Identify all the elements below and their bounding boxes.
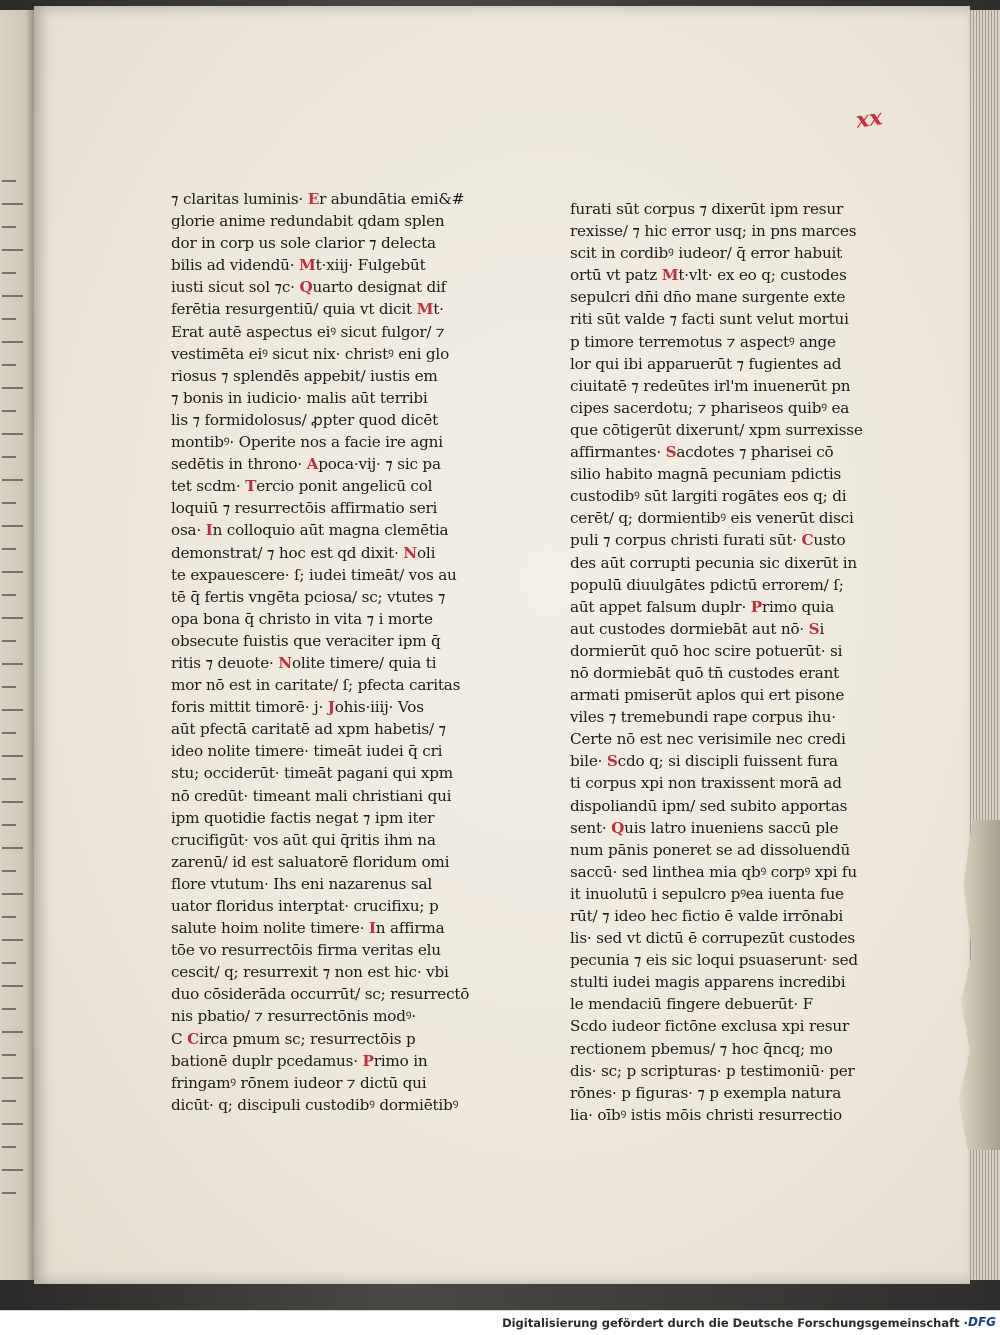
text-line: stulti iudei magis apparens incredibi: [570, 973, 846, 992]
facing-page-text-mark: [2, 1192, 16, 1194]
rubricated-initial: S: [665, 443, 677, 462]
facing-page-text-mark: [2, 663, 23, 665]
facing-page-text-mark: [2, 686, 16, 688]
facing-page-text-mark: [2, 272, 16, 274]
text-line: dispoliandū ipm/ sed subito apportas: [570, 796, 848, 815]
rubricated-initial: P: [362, 1051, 374, 1070]
text-line: rōnes· p figuras· ⁊ p exempla natura: [570, 1083, 842, 1102]
folio-number: xx: [854, 104, 884, 134]
text-line: obsecute fuistis que veraciter ipm q̄: [171, 631, 441, 650]
text-line: ⁊ bonis in iudicio· malis aūt terribi: [171, 388, 428, 407]
text-line: tet scdm· Tercio ponit angelicū col: [171, 477, 433, 496]
text-line: mor nō est in caritate/ ſ; pfecta caritas: [171, 676, 461, 695]
text-line: dis· sc; p scripturas· p testimoniū· per: [570, 1061, 855, 1080]
rubricated-initial: M: [661, 266, 679, 285]
facing-page-text-mark: [2, 433, 23, 435]
rubricated-initial: A: [306, 455, 319, 474]
text-line: dormierūt quō hoc scire potuerūt· si: [570, 641, 843, 660]
facing-page-text-mark: [2, 962, 16, 964]
text-line: stu; occiderūt· timeāt pagani qui xpm: [171, 764, 453, 783]
facing-page-text-mark: [2, 1100, 16, 1102]
facing-page-text-mark: [2, 801, 23, 803]
facing-page-text-mark: [2, 203, 23, 205]
facing-page-text-mark: [2, 1169, 23, 1171]
text-line: ipm quotidie factis negat ⁊ ipm iter: [171, 808, 435, 827]
facing-page-text-mark: [2, 939, 23, 941]
facing-page-text-mark: [2, 1077, 23, 1079]
facing-page-text-mark: [2, 1008, 16, 1010]
text-line: le mendaciū fingere debuerūt· F: [570, 995, 813, 1014]
text-line: Certe nō est nec verisimile nec credi: [570, 730, 846, 749]
text-line: p timore terremotus ⁊ aspectꝰ ange: [570, 332, 836, 351]
text-line: Erat autē aspectus eiꝰ sicut fulgor/ ⁊: [171, 322, 445, 341]
text-line: rūt/ ⁊ ideo hec fictio ē valde irrōnabi: [570, 907, 844, 925]
text-line: cipes sacerdotu; ⁊ phariseos quibꝰ ea: [570, 398, 850, 417]
rubricated-initial: M: [416, 300, 434, 319]
text-line: opa bona q̄ christo in vita ⁊ i morte: [171, 609, 433, 628]
rubricated-initial: I: [205, 521, 213, 540]
text-line: tē q̄ fertis vngēta pciosa/ sc; vtutes ⁊: [171, 587, 446, 606]
text-line: duo cōsiderāda occurrūt/ sc; resurrectō: [171, 985, 470, 1004]
text-line: affirmantes· Sacdotes ⁊ pharisei cō: [570, 443, 834, 462]
text-line: riti sūt valde ⁊ facti sunt velut mortui: [570, 310, 849, 329]
rubricated-initial: T: [245, 477, 257, 496]
facing-page-text-mark: [2, 893, 23, 895]
facing-page-text-mark: [2, 1146, 16, 1148]
text-line: loquiū ⁊ resurrectōis affirmatio seri: [171, 499, 438, 518]
rubricated-initial: N: [403, 543, 417, 562]
text-line: sedētis in throno· Apoca·vij· ⁊ sic pa: [171, 455, 441, 474]
rubricated-initial: S: [808, 619, 820, 638]
right-text-column: [570, 198, 888, 1126]
text-line: ferētia resurgentiū/ quia vt dicit Mt·: [171, 300, 444, 319]
text-line: sepulcri dn̄i dn̄o mane surgente exte: [570, 288, 846, 307]
facing-page-text-mark: [2, 341, 23, 343]
text-line: nis pbatio/ ⁊ resurrectōnis modꝰ·: [171, 1007, 416, 1026]
facing-page-text-mark: [2, 571, 23, 573]
manuscript-page: [34, 6, 970, 1284]
facing-page-text-mark: [2, 985, 23, 987]
text-line: bationē duplr pcedamus· Primo in: [171, 1051, 428, 1070]
facing-page-text-mark: [2, 548, 16, 550]
rubricated-initial: Q: [611, 818, 625, 837]
text-line: crucifigūt· vos aūt qui q̄ritis ihm na: [171, 830, 436, 849]
facing-page-text-mark: [2, 364, 16, 366]
text-line: ritis ⁊ deuote· Nolite timere/ quia ti: [171, 653, 437, 672]
text-line: nō dormiebāt quō tn̄ custodes erant: [570, 663, 840, 682]
text-line: num pānis poneret se ad dissoluendū: [570, 840, 851, 859]
text-line: armati pmiserūt aplos qui ert pisone: [570, 686, 845, 705]
text-line: cerēt/ q; dormientibꝰ eis venerūt disci: [570, 509, 854, 528]
text-line: foris mittit timorē· j· Johis·iiij· Vos: [171, 698, 424, 717]
facing-page-text-mark: [2, 916, 16, 918]
rubricated-initial: C: [801, 531, 814, 550]
facing-page-text-mark: [2, 387, 23, 389]
rubricated-initial: Q: [299, 278, 313, 297]
rubricated-initial: E: [307, 190, 320, 208]
facing-page-text-mark: [2, 870, 16, 872]
text-line: saccū· sed linthea mia qbꝰ corpꝰ xpi fu: [570, 862, 857, 881]
text-line: zarenū/ id est saluatorē floridum omi: [171, 852, 450, 871]
rubricated-initial: P: [750, 597, 762, 616]
facing-page-text-mark: [2, 824, 16, 826]
text-line: tōe vo resurrectōis firma veritas elu: [171, 941, 441, 960]
text-line: dor in corp us sole clarior ⁊ delecta: [171, 234, 436, 253]
text-line: C Circa pmum sc; resurrectōis p: [171, 1029, 416, 1048]
text-line: ortū vt patz Mt·vlt· ex eo q; custodes: [570, 266, 847, 285]
text-line: ideo nolite timere· timeāt iudei q̄ cri: [171, 742, 443, 761]
text-line: flore vtutum· Ihs eni nazarenus sal: [171, 874, 432, 893]
text-line: aūt appet falsum duplr· Primo quia: [570, 597, 835, 616]
text-line: lor qui ibi apparuerūt ⁊ fugientes ad: [570, 354, 842, 373]
rubricated-initial: M: [299, 256, 316, 275]
facing-page-text-mark: [2, 456, 16, 458]
facing-page-text-mark: [2, 410, 16, 412]
text-line: rexisse/ ⁊ hic error usq; in pns marces: [570, 222, 857, 241]
text-line: custodibꝰ sūt largiti rogātes eos q; di: [570, 487, 847, 506]
text-line: montibꝰ· Operite nos a facie ire agni: [171, 433, 443, 452]
facing-page-text-mark: [2, 1123, 23, 1125]
text-line: ti corpus xpi non traxissent morā ad: [570, 774, 842, 793]
text-line: que cōtigerūt dixerunt/ xpm surrexisse: [570, 420, 863, 439]
text-line: puli ⁊ corpus christi furati sūt· Custo: [570, 531, 846, 550]
facing-page-text-mark: [2, 709, 23, 711]
text-line: lis· sed vt dictū ē corrupezūt custodes: [570, 929, 856, 948]
digitization-footer: [0, 1310, 1000, 1335]
facing-page-text-mark: [2, 1054, 16, 1056]
facing-page-text-mark: [2, 502, 16, 504]
facing-page-text-mark: [2, 847, 23, 849]
facing-page-text-mark: [2, 755, 23, 757]
text-line: bile· Scdo q; si discipli fuissent fura: [570, 752, 838, 771]
text-line: demonstrat/ ⁊ hoc est qd dixit· Noli: [171, 543, 436, 562]
text-line: cescit/ q; resurrexit ⁊ non est hic· vbi: [171, 963, 449, 982]
text-line: uator floridus interptat· crucifixu; p: [171, 897, 439, 915]
text-line: furati sūt corpus ⁊ dixerūt ipm resur: [570, 200, 844, 218]
facing-page-text-mark: [2, 479, 23, 481]
text-line: silio habito magnā pecuniam pdictis: [570, 465, 842, 484]
text-line: rectionem pbemus/ ⁊ hoc q̄ncq; mo: [570, 1039, 833, 1058]
facing-page-text-mark: [2, 226, 16, 228]
text-line: lis ⁊ formidolosus/ ꝓpter quod dicēt: [171, 410, 439, 429]
facing-page-text-mark: [2, 180, 16, 182]
text-line: Scdo iudeor fictōne exclusa xpi resur: [570, 1017, 850, 1036]
dfg-logo: DFG: [967, 1315, 996, 1329]
rubricated-initial: J: [327, 698, 335, 717]
text-line: aut custodes dormiebāt aut nō· Si: [570, 619, 825, 638]
text-line: pecunia ⁊ eis sic loqui psuaserunt· sed: [570, 951, 858, 970]
footer-credit-text: Digitalisierung gefördert durch die Deutsche Forschungsgemeinschaft ·: [502, 1316, 968, 1330]
text-line: salute hoim nolite timere· In affirma: [171, 919, 445, 938]
text-line: osa· In colloquio aūt magna clemētia: [171, 521, 449, 540]
text-line: vestimēta eiꝰ sicut nix· christꝰ eni glo: [171, 344, 450, 363]
text-line: iusti sicut sol ⁊c· Quarto designat dif: [171, 278, 447, 297]
facing-page-text-mark: [2, 732, 16, 734]
rubricated-initial: C: [187, 1029, 199, 1048]
text-line: it inuolutū i sepulcro pꝰea iuenta fue: [570, 884, 844, 903]
text-line: fringamꝰ rōnem iudeor ⁊ dictū qui: [171, 1073, 427, 1092]
rubricated-initial: N: [278, 653, 292, 672]
facing-page-text-mark: [2, 617, 23, 619]
facing-page-text-mark: [2, 295, 23, 297]
text-line: sent· Quis latro inueniens saccū ple: [570, 818, 839, 837]
facing-page-text-mark: [2, 778, 16, 780]
text-line: scit in cordibꝰ iudeor/ q̄ error habuit: [570, 244, 843, 263]
text-line: riosus ⁊ splendēs appebit/ iustis em: [171, 366, 438, 385]
text-line: glorie anime redundabit qdam splen: [171, 212, 445, 231]
text-line: bilis ad videndū· Mt·xiij· Fulgebūt: [171, 256, 426, 275]
text-line: viles ⁊ tremebundi rape corpus ihu·: [570, 708, 836, 727]
text-line: des aūt corrupti pecunia sic dixerūt in: [570, 553, 858, 572]
rubricated-initial: I: [368, 919, 376, 938]
left-text-column: [171, 188, 487, 1116]
text-line: ciuitatē ⁊ redeūtes irl'm inuenerūt pn: [570, 376, 851, 395]
facing-page-text-mark: [2, 1031, 23, 1033]
facing-page-text-mark: [2, 318, 16, 320]
text-line: ⁊ claritas luminis· Er abundātia emi&#: [171, 190, 465, 208]
text-line: dicūt· q; discipuli custodibꝰ dormiētibꝰ: [171, 1095, 459, 1114]
text-line: lia· oībꝰ istis mōis christi resurrectio: [570, 1105, 842, 1124]
facing-page-text-mark: [2, 594, 16, 596]
text-line: aūt pfectā caritatē ad xpm habetis/ ⁊: [171, 720, 446, 739]
left-facing-page-edge: [0, 10, 38, 1280]
facing-page-text-mark: [2, 525, 23, 527]
text-line: populū diuulgātes pdictū errorem/ ſ;: [570, 575, 844, 594]
rubricated-initial: S: [606, 752, 618, 771]
facing-page-text-mark: [2, 249, 23, 251]
facing-page-text-mark: [2, 640, 16, 642]
text-line: nō credūt· timeant mali christiani qui: [171, 786, 452, 805]
text-line: te expauescere· ſ; iudei timeāt/ vos au: [171, 565, 457, 584]
